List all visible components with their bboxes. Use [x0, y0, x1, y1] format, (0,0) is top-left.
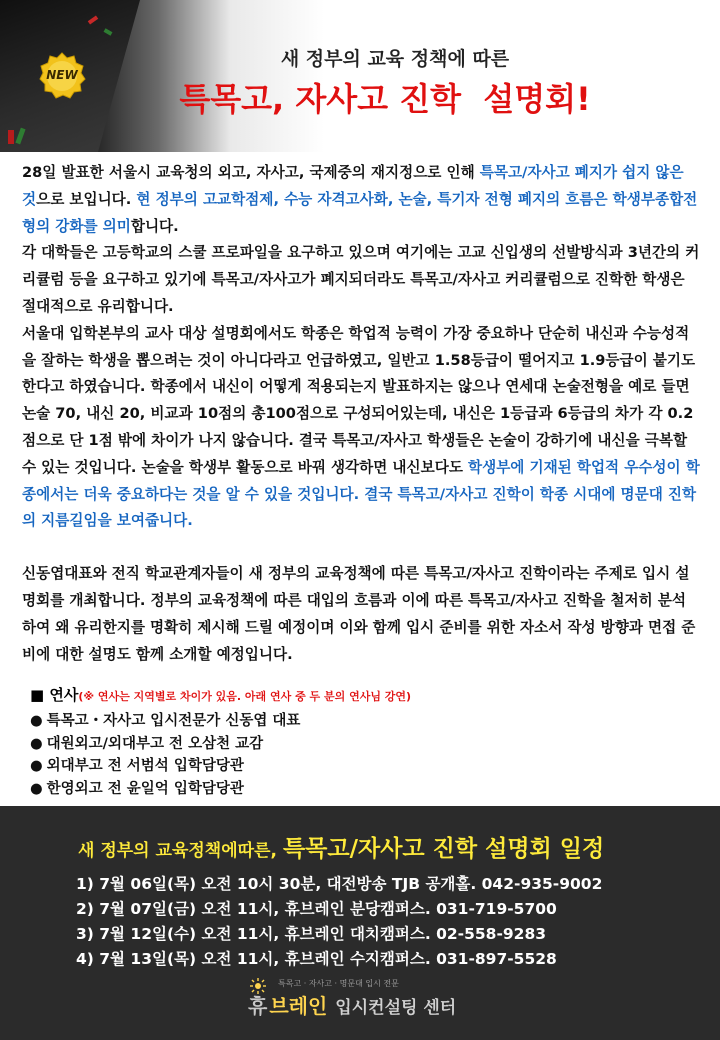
schedule-item: 1) 7월 06일(목) 오전 10시 30분, 대전방송 TJB 공개홀. 042-935-9002 — [76, 875, 603, 893]
text-segment: 합니다. — [130, 217, 179, 235]
highlight-text: 학생부에 기재된 학업적 우수성이 학종에서는 더욱 중요하다는 것을 알 수 있을 것입니다. 결국 특목고/자사고 진학이 학종 시대에 명문대 진학의 지름길임을 보여줍니다. — [22, 458, 700, 530]
schedule-footer — [0, 806, 720, 1040]
body-text — [22, 160, 700, 668]
speaker-name: 대원외고/외대부고 전 오삼천 교감 — [46, 735, 264, 752]
text-segment: 28일 발표한 서울시 교육청의 외고, 자사고, 국제중의 재지정으로 인해 — [22, 164, 480, 181]
header-title: 특목고, 자사고 진학 설명회! — [179, 80, 591, 118]
hubrain-logo — [248, 978, 488, 1028]
list-item — [30, 733, 700, 756]
text-segment: 신동엽대표와 전직 학교관계자들이 새 정부의 교육정책에 따른 특목고/자사고 진학이라는 주제로 입시 설명회를 개최합니다. 정부의 교육정책에 따른 대입의 흐름과 이에 따른 특목고/자사고 진학을 철저히 분석하여 왜 유리한지를 명확히 제시해 드릴 예정이며 이와 함께 입시 준비를 위한 자소서 작성 방향과 면접 준비에 대한 설명도 함께 소개할 예정입니다. — [22, 565, 696, 663]
speakers-note: (※ 연사는 지역별로 차이가 있음. 아래 연사 중 두 분의 연사님 강연) — [78, 690, 412, 703]
speakers-list — [30, 710, 700, 800]
logo-brain: 브레인 — [269, 994, 328, 1018]
bullet-icon: ● — [30, 780, 43, 797]
schedule-item: 2) 7월 07일(금) 오전 11시, 휴브레인 분당캠퍼스. 031-719-5700 — [76, 900, 557, 918]
bullet-icon: ● — [30, 758, 43, 774]
schedule-item: 4) 7월 13일(목) 오전 11시, 휴브레인 수지캠퍼스. 031-897-5528 — [76, 950, 557, 968]
list-item — [30, 710, 700, 733]
paragraph-3 — [22, 321, 700, 535]
accent-decoration — [8, 130, 14, 144]
text-segment: 각 대학들은 고등학교의 스쿨 프로파일을 요구하고 있으며 여기에는 고교 신입생의 선발방식과 3년간의 커리큘럼 등을 요구하고 있기에 특목고/자사고가 폐지되더라도 특목고/자사고 커리큘럼으로 진학한 학생은 절대적으로 유리합니다. — [22, 244, 700, 315]
list-item — [30, 755, 700, 778]
logo-brand — [248, 990, 456, 1019]
highlight-text: 현 정부의 고교학점제, 수능 자격고사화, 논술, 특기자 전형 폐지의 흐름은 학생부종합전형의 강화를 의미 — [22, 190, 698, 235]
schedule-item: 3) 7월 12일(수) 오전 11시, 휴브레인 대치캠퍼스. 02-558-9283 — [76, 925, 547, 943]
speakers-heading — [30, 684, 700, 708]
header-banner — [0, 0, 720, 152]
bullet-icon: ● — [30, 713, 43, 729]
badge-label: NEW — [46, 68, 78, 82]
schedule-title-big: 특목고/자사고 진학 설명회 일정 — [282, 836, 605, 862]
paragraph-4 — [22, 561, 700, 668]
speaker-name: 한영외고 전 윤일억 입학담당관 — [46, 780, 244, 797]
speaker-name: 외대부고 전 서범석 입학담당관 — [46, 758, 244, 774]
text-segment: 서울대 입학본부의 교사 대상 설명회에서도 학종은 학업적 능력이 가장 중요하나 단순히 내신과 수능성적을 잘하는 학생을 뽑으려는 것이 아니다라고 언급하였고, 일반고 1.58등급이 떨어지고 1.9등급이 붙기도 한다고 하였습니다. 학종에서 내신이 어떻게 적용되는지 발표하지는 않으나 연세대 논술전형을 예로 들면 논술 70, 내신 20, 비교과 10점의 총100점으로 구성되어있는데, 내신은 1등급과 6등급의 차가 각 0.2점으로 단 1점 밖에 차이가 나지 않습니다. 결국 특목고/자사고 학생들은 논술이 강하기에 내신을 극복할 수 있는 것입니다. 논술을 학생부 활동으로 바꿔 생각하면 내신보다도 — [22, 324, 696, 476]
paragraph-gap — [22, 535, 700, 561]
header-subtitle: 새 정부의 교육 정책에 따른 — [280, 48, 510, 70]
highlight-text: 특목고/자사고 폐지가 쉽지 않은 것 — [22, 164, 684, 208]
new-badge-icon — [38, 52, 86, 100]
speakers-title: ■ 연사 — [30, 686, 79, 704]
logo-hu: 휴 — [248, 994, 268, 1018]
paragraph-1 — [22, 160, 700, 240]
logo-center: 입시컨설팅 센터 — [335, 998, 457, 1018]
schedule-title-small: 새 정부의 교육정책에따른, — [78, 841, 277, 861]
schedule-title — [78, 830, 604, 863]
speakers-section — [30, 684, 700, 800]
speaker-name: 특목고・자사고 입시전문가 신동엽 대표 — [46, 713, 301, 729]
bullet-icon: ● — [30, 735, 43, 752]
text-segment: 으로 보입니다. — [36, 190, 137, 208]
logo-tagline: 특목고 · 자사고 · 명문대 입시 전문 — [278, 979, 399, 988]
schedule-list — [76, 872, 676, 972]
list-item — [30, 778, 700, 801]
paragraph-2 — [22, 240, 700, 320]
